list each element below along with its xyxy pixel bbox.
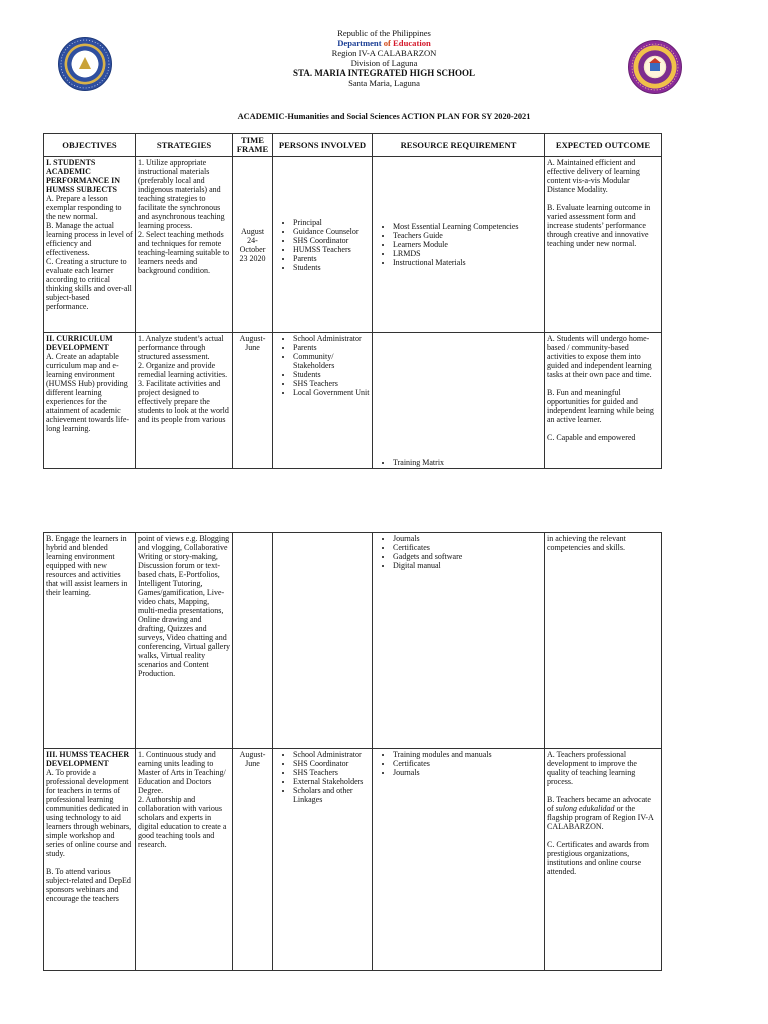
list-item: • Community/ Stakeholders	[293, 352, 370, 370]
list-item: • External Stakeholders	[293, 777, 370, 786]
list-item: • Parents	[293, 254, 370, 263]
col-outcome: EXPECTED OUTCOME	[545, 134, 662, 157]
page-two	[0, 520, 768, 1024]
dept-of-word: of	[383, 38, 391, 48]
school-address: Santa Maria, Laguna	[348, 78, 420, 88]
time-frame-text: August 24-October 23 2020	[239, 226, 266, 263]
resources-list	[375, 750, 542, 777]
list-item: • Digital manual	[393, 561, 542, 570]
outcome-cell	[545, 157, 662, 333]
action-plan-table-part1	[43, 133, 662, 469]
resources-cell	[373, 533, 545, 749]
persons-cell	[273, 533, 373, 749]
list-item: • Parents	[293, 343, 370, 352]
list-item: • Instructional Materials	[393, 258, 542, 267]
objective-a: A. Create an adaptable curriculum map and e-learning environment (HUMSS Hub) providing different learning experiences for the attainment of academic achievement towards life-long learning.	[46, 352, 130, 433]
strategy-text: 1. Continuous study and earning units leading to Master of Arts in Teaching/ Education and Doctors Degree. 2. Authorship and collaboration with various scholars and experts in digital education to create a good teaching tools and research.	[138, 750, 227, 849]
list-item: • Journals	[393, 534, 542, 543]
outcome-c: C. Capable and empowered	[547, 433, 636, 442]
col-time-frame: TIME FRAME	[233, 134, 273, 157]
time-frame-cell	[233, 333, 273, 469]
list-item: • Teachers Guide	[393, 231, 542, 240]
table-row	[44, 333, 662, 469]
col-persons: PERSONS INVOLVED	[273, 134, 373, 157]
time-frame-cell	[233, 749, 273, 971]
department-line	[0, 38, 768, 48]
list-item: • SHS Teachers	[293, 768, 370, 777]
outcome-b-text: B. Teachers became an advocate of	[547, 795, 651, 813]
region-line: Region IV-A CALABARZON	[331, 48, 437, 58]
persons-list	[275, 218, 370, 272]
strategy-cell	[136, 157, 233, 333]
resources-list	[375, 458, 542, 467]
persons-list	[275, 750, 370, 804]
list-item: • Students	[293, 263, 370, 272]
letterhead	[0, 28, 768, 88]
objective-cell	[44, 333, 136, 469]
time-frame-cell	[233, 157, 273, 333]
objective-cell	[44, 533, 136, 749]
list-item: • Most Essential Learning Competencies	[393, 222, 542, 231]
outcome-b: B. Evaluate learning outcome in varied assessment form and increase students’ performance through creative and innovative teaching under new normal.	[547, 203, 651, 248]
action-plan-table-part2	[43, 532, 662, 971]
col-objectives: OBJECTIVES	[44, 134, 136, 157]
resources-cell	[373, 749, 545, 971]
strategy-cell	[136, 749, 233, 971]
list-item: • Scholars and other Linkages	[293, 786, 370, 804]
outcome-b: B. Fun and meaningful opportunities for guided and independent learning while being an active learner.	[547, 388, 654, 424]
dept-education-word: Education	[390, 38, 431, 48]
time-frame-text: August-June	[239, 334, 266, 352]
list-item: • SHS Teachers	[293, 379, 370, 388]
table-row	[44, 157, 662, 333]
list-item: • Guidance Counselor	[293, 227, 370, 236]
republic-line: Republic of the Philippines	[337, 28, 431, 38]
outcome-cell	[545, 533, 662, 749]
persons-cell	[273, 157, 373, 333]
division-line: Division of Laguna	[350, 58, 418, 68]
outcome-b-text-end: or the flagship program of Region IV-A CALABARZON.	[547, 804, 654, 831]
list-item: • Learners Module	[393, 240, 542, 249]
objective-b: B. Manage the actual learning process in level of efficiency and effectiveness.	[46, 221, 133, 257]
col-resource: RESOURCE REQUIREMENT	[373, 134, 545, 157]
list-item: • School Administrator	[293, 334, 370, 343]
resources-list	[375, 222, 542, 267]
outcome-a: A. Teachers professional development to improve the quality of teaching learning process.	[547, 750, 637, 786]
outcome-b-italic: sulong edukalidad	[555, 804, 615, 813]
list-item: • LRMDS	[393, 249, 542, 258]
objective-a: A. To provide a professional development for teachers in terms of professional learning communities dedicated in using technology to aid learners through webinars, simple workshop and series of online course and study.	[46, 768, 132, 858]
objective-heading: II. CURRICULUM DEVELOPMENT	[46, 334, 113, 352]
strategy-cell	[136, 533, 233, 749]
objective-cell	[44, 157, 136, 333]
list-item: • Local Government Unit	[293, 388, 370, 397]
outcome-continued: in achieving the relevant competencies and skills.	[547, 534, 626, 552]
outcome-a: A. Students will undergo home-based / community-based activities to expose them into guided and independent learning tasks at their own pace and time.	[547, 334, 652, 379]
objective-a: A. Prepare a lesson exemplar responding to the new normal.	[46, 194, 122, 221]
strategy-text: 1. Utilize appropriate instructional materials (preferably local and indigenous materials) and teaching strategies to facilitate the synchronous and asynchronous teaching learning process. 2. Select teaching methods and techniques for remote teaching-learning suitable to learners needs and background condition.	[138, 158, 230, 275]
persons-cell	[273, 333, 373, 469]
list-item: • Certificates	[393, 543, 542, 552]
list-item: • Training Matrix	[393, 458, 542, 467]
strategy-text: 1. Analyze student’s actual performance through structured assessment. 2. Organize and provide remedial learning activities. 3. Facilitate activities and project designed to effectively prepare the students to look at the world and its people from various	[138, 334, 229, 424]
strategy-text: point of views e.g. Blogging and vlogging, Collaborative Writing or story-making, Discussion forum or text-based chats, E-Portfolios, Intelligent Tutoring, Games/gamification, Live-video chats, Mapping, multi-media presentations, Online drawing and drafting, Quizzes and surveys, Video chatting and conferencing, Virtual gallery walks, Virtual reality scenarios and Content Production.	[138, 534, 230, 678]
document-title: ACADEMIC-Humanities and Social Sciences ACTION PLAN FOR SY 2020-2021	[237, 112, 531, 121]
list-item: • SHS Coordinator	[293, 759, 370, 768]
col-strategies: STRATEGIES	[136, 134, 233, 157]
list-item: • Gadgets and software	[393, 552, 542, 561]
dept-word: Department	[337, 38, 384, 48]
time-frame-text: August-June	[239, 750, 266, 768]
objective-c: C. Creating a structure to evaluate each learner according to critical thinking skills and over-all subject-based performance.	[46, 257, 132, 311]
objective-cell	[44, 749, 136, 971]
outcome-b	[547, 795, 659, 831]
outcome-cell	[545, 749, 662, 971]
list-item: • SHS Coordinator	[293, 236, 370, 245]
table-row	[44, 533, 662, 749]
resources-cell	[373, 333, 545, 469]
outcome-c: C. Certificates and awards from prestigious organizations, institutions and online course attended.	[547, 840, 649, 876]
list-item: • HUMSS Teachers	[293, 245, 370, 254]
school-name: STA. MARIA INTEGRATED HIGH SCHOOL	[293, 68, 475, 78]
outcome-cell	[545, 333, 662, 469]
objective-heading: III. HUMSS TEACHER DEVELOPMENT	[46, 750, 130, 768]
list-item: • Training modules and manuals	[393, 750, 542, 759]
persons-cell	[273, 749, 373, 971]
list-item: • Journals	[393, 768, 542, 777]
objective-heading: I. STUDENTS ACADEMIC PERFORMANCE IN HUMSS SUBJECTS	[46, 158, 120, 194]
page-one	[0, 0, 768, 480]
strategy-cell	[136, 333, 233, 469]
outcome-a: A. Maintained efficient and effective delivery of learning content vis-a-vis Modular Distance Modality.	[547, 158, 640, 194]
objective-b: B. Engage the learners in hybrid and blended learning environment equipped with new resources and activities that will assist learners in their learning.	[46, 534, 128, 597]
objective-b: B. To attend various subject-related and DepEd sponsors webinars and encourage the teachers	[46, 867, 131, 903]
list-item: • Principal	[293, 218, 370, 227]
time-frame-cell	[233, 533, 273, 749]
list-item: • Certificates	[393, 759, 542, 768]
resources-cell	[373, 157, 545, 333]
table-row	[44, 749, 662, 971]
list-item: • Students	[293, 370, 370, 379]
list-item: • School Administrator	[293, 750, 370, 759]
resources-list	[375, 534, 542, 570]
persons-list	[275, 334, 370, 397]
table-header-row	[44, 134, 662, 157]
